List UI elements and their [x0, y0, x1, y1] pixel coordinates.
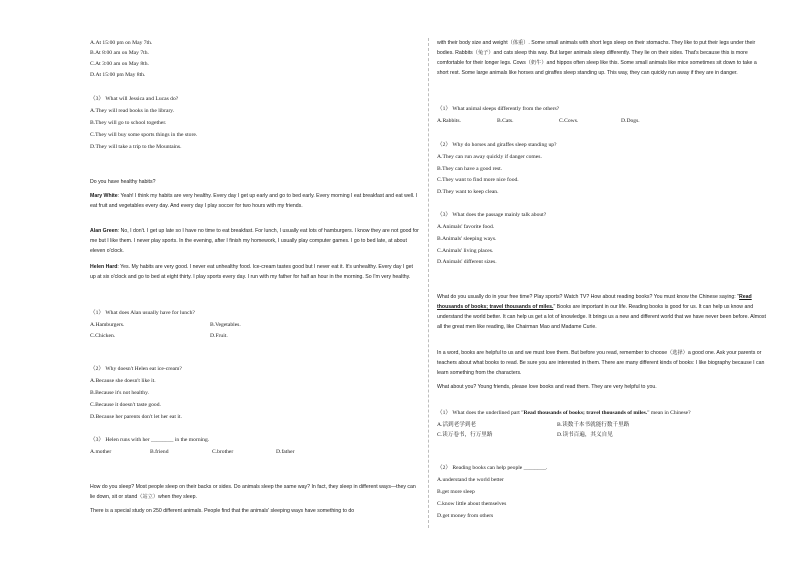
option-horses-b: B.They can have a good rest.: [437, 166, 503, 172]
passage-habits-helen: [90, 262, 420, 282]
speaker-name: Helen Hard: [90, 264, 118, 270]
option-books-b: B.get more sleep: [437, 489, 475, 495]
passage-sleep-p2: There is a special study on 250 different animals. People find that the animals' sleeping ways have something to do: [90, 508, 355, 514]
speaker-text: : No, I don't. I get up late so I have no time to eat breakfast. For lunch, I usually eat lots of hamburgers. I know they are not good for me but I like them. I never play sports. In the evening, after I finish my homework, I usually play computer games. I go to bed late, at about eleven o'clock.: [90, 228, 419, 254]
option-jessica-a: A.They will read books in the library.: [90, 108, 175, 114]
passage-books-p1: [437, 292, 769, 332]
question-animal-stem: （1） What animal sleeps differently from the others?: [437, 106, 560, 112]
passage-sleep-continued: with their body size and weight（体重）. Some small animals with short legs sleep on their stomachs. They like to put their legs under their bodies. Rabbits（兔子）and cats sleep this way. But larger animals sleep differently. They lie on their sides. That's because this is more comfortable for their longer legs. Cows（奶牛）and hippos often sleep like this. Some small animals like mice sometimes sit down to take a short rest. Some large animals like horses and giraffes sleep standing up. This way, they can quickly run away if they are in danger.: [437, 40, 757, 76]
option-jessica-d: D.They will take a trip to the Mountains.: [90, 144, 182, 150]
question-books-stem: （2） Reading books can help people ________.: [437, 465, 548, 471]
option-books-d: D.get money from others: [437, 513, 494, 519]
option-saying-c: C.读万卷书，行万里路: [437, 432, 493, 438]
passage-habits-alan: [90, 226, 420, 256]
option-saying-d: D.读书百遍，其义自见: [557, 432, 613, 438]
speaker-name: Mary White: [90, 193, 118, 199]
option-helen-a: A.Because she doesn't like it.: [90, 378, 156, 384]
passage-books-p3: What about you? Young friends, please love books and read them. They are very helpful to you.: [437, 384, 657, 390]
option-runs-a: A.mother: [90, 449, 112, 455]
option-animal-c: C.Cows.: [559, 118, 579, 124]
option-runs-c: C.brother: [212, 449, 234, 455]
option-date-d: D.At 15:00 pm May 8th.: [90, 72, 146, 78]
speaker-text: : Yeah! I think my habits are very healthy. Every day I get up early and go to bed early. Every morning I eat breakfast and eat well. I eat fruit and vegetables every day. And every day I play soccer for two hours with my friends.: [90, 193, 418, 209]
option-date-a: A.At 15:00 pm on May 7th.: [90, 40, 153, 46]
passage-habits-title: Do you have healthy habits?: [90, 179, 156, 185]
option-horses-a: A.They can run away quickly if danger comes.: [437, 154, 542, 160]
option-helen-b: B.Because it's not healthy.: [90, 390, 149, 396]
left-column: [90, 0, 420, 562]
option-runs-d: D.father: [276, 449, 295, 455]
passage-books-p2: In a word, books are helpful to us and we must love them. But before you read, remember to choose（选择）a good one. Ask your parents or teachers about what books to read. Be sure you are interested in them. There are many different kinds of books: I like biography because I can learn something from the characters.: [437, 350, 765, 376]
passage-habits-mary: [90, 191, 420, 211]
option-alan-b: B.Vegetables.: [210, 322, 241, 328]
question-alan-stem: （1） What does Alan usually have for lunch?: [90, 310, 195, 316]
option-books-c: C.know little about themselves: [437, 501, 507, 507]
option-alan-d: D.Fruit.: [210, 333, 228, 339]
option-horses-c: C.They want to find more nice food.: [437, 177, 519, 183]
option-passage-a: A.Animals' favorite food.: [437, 224, 495, 230]
option-passage-b: B.Animals' sleeping ways.: [437, 236, 497, 242]
stem-text: （1） What does the underlined part ": [437, 410, 524, 416]
underlined-saying: Read thousands of books; travel thousands of miles.: [437, 294, 752, 310]
option-books-a: A.understand the world better: [437, 477, 504, 483]
option-helen-d: D.Because her parents don't let her eat it.: [90, 414, 182, 420]
option-animal-d: D.Dogs.: [621, 118, 640, 124]
passage-sleep-p1: How do you sleep? Most people sleep on their backs or sides. Do animals sleep the same way? In fact, they sleep in different ways—they can lie down, sit or stand（站立）when they sleep.: [90, 484, 416, 500]
option-helen-c: C.Because it doesn't taste good.: [90, 402, 161, 408]
passage-text: " Books are important in our life. Reading books is good for us. It can help us know and understand the world better. It can help us get a lot of knowledge. It brings us a new and different world that we have never been before. Almost all the great men like reading, like Chairman Mao and Madame Curie.: [437, 304, 766, 330]
right-column: [437, 0, 769, 562]
option-jessica-c: C.They will buy some sports things in the store.: [90, 132, 198, 138]
option-animal-a: A.Rabbits.: [437, 118, 461, 124]
option-passage-c: C.Animals' living places.: [437, 248, 494, 254]
column-divider: [428, 38, 429, 528]
option-passage-d: D.Animals' different sizes.: [437, 259, 497, 265]
question-helen-stem: （2） Why doesn't Helen eat ice-cream?: [90, 366, 182, 372]
speaker-name: Alan Green: [90, 228, 118, 234]
option-horses-d: D.They want to keep clean.: [437, 189, 499, 195]
question-saying-stem: [437, 410, 691, 417]
question-jessica-stem: （3） What will Jessica and Lucas do?: [90, 96, 179, 102]
option-runs-b: B.friend: [150, 449, 169, 455]
speaker-text: : Yes. My habits are very good. I never eat unhealthy food. Ice-cream tastes good but I never eat it. It's unhealthy. Every day I get up at six o'clock and go to bed at eight thirty. I play sports every day. I run with my father for half an hour in the morning. So I'm very healthy.: [90, 264, 413, 280]
option-date-b: B.At 8:00 am on May 7th.: [90, 50, 149, 56]
option-date-c: C.At 3:00 am on May 8th.: [90, 61, 149, 67]
option-saying-a: A.活到老学到老: [437, 422, 477, 428]
passage-text: What do you usually do in your free time? Play sports? Watch TV? How about reading books? You must know the Chinese saying: ": [437, 294, 740, 300]
stem-saying: Read thousands of books; travel thousands of miles.: [523, 410, 648, 416]
option-saying-b: B.读数千本书就能行数千里路: [557, 422, 630, 428]
question-passage-stem: （3） What does the passage mainly talk about?: [437, 212, 547, 218]
option-alan-a: A.Hamburgers.: [90, 322, 125, 328]
question-helen-runs-stem: （3） Helen runs with her ________ in the morning.: [90, 437, 210, 443]
option-jessica-b: B.They will go to school together.: [90, 120, 167, 126]
stem-text: " mean in Chinese?: [647, 410, 691, 416]
option-alan-c: C.Chicken.: [90, 333, 116, 339]
option-animal-b: B.Cats.: [497, 118, 514, 124]
question-horses-stem: （2） Why do horses and giraffes sleep standing up?: [437, 142, 557, 148]
